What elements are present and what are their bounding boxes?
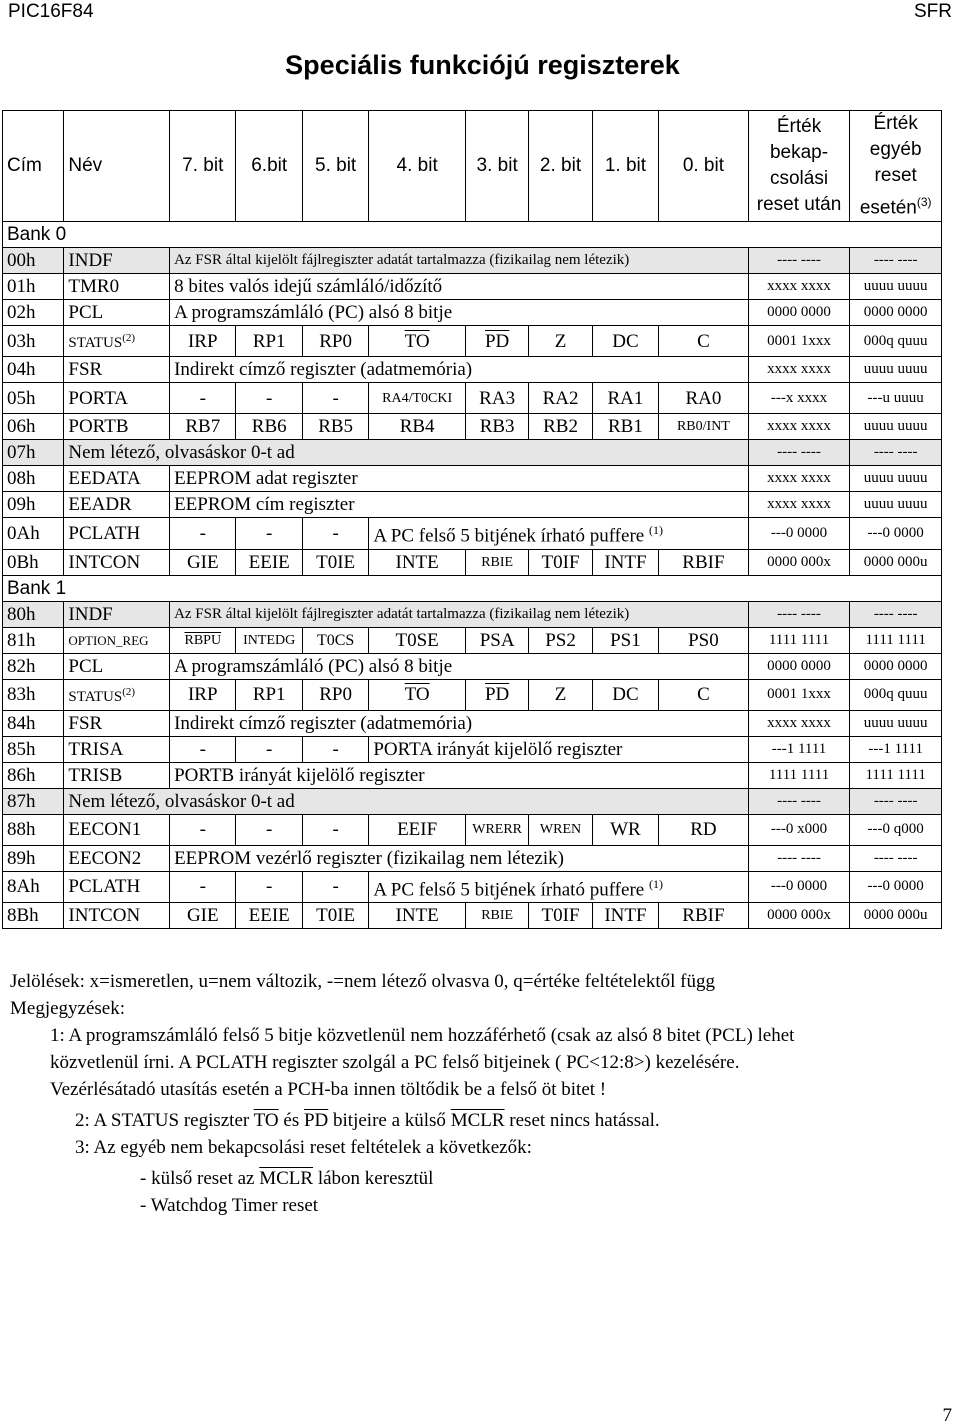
table-row: 0Ah PCLATH - - - A PC felső 5 bitjének írható puffere $^{(1)}$ ---0 0000 ---0 0000 [3, 518, 942, 549]
sfr-table [2, 110, 942, 929]
table-row: 06h PORTB RB7 RB6 RB5 RB4 RB3 RB2 RB1 RB0/INT xxxx xxxx uuuu uuuu [3, 414, 942, 440]
table-row: 82h PCL A programszámláló (PC) alsó 8 bitje 0000 0000 0000 0000 [3, 653, 942, 679]
table-row: 00h INDF Az FSR által kijelölt fájlregiszter adatát tartalmazza (fizikailag nem létezik) ---- ---- ---- ---- [3, 248, 942, 274]
table-row: 02h PCL A programszámláló (PC) alsó 8 bitje 0000 0000 0000 0000 [3, 300, 942, 326]
notes-heading: Megjegyzések: [10, 998, 126, 1019]
table-row: 80h INDF Az FSR által kijelölt fájlregiszter adatát tartalmazza (fizikailag nem létezik) ---- ---- ---- ---- [3, 601, 942, 627]
table-row: 09h EEADR EEPROM cím regiszter xxxx xxxx uuuu uuuu [3, 492, 942, 518]
note-3: 3: Az egyéb nem bekapcsolási reset feltételek a következők: [75, 1137, 532, 1158]
col-header: 0. bit [659, 111, 749, 222]
page-title: Speciális funkciójú regiszterek [285, 50, 680, 80]
header-section: SFR [914, 1, 952, 22]
note-3-item: - Watchdog Timer reset [140, 1195, 319, 1216]
header-device: PIC16F84 [8, 1, 94, 22]
legend-text: Jelölések: x=ismeretlen, u=nem változik, -=nem létező olvasva 0, q=értéke feltételektől függ [10, 971, 715, 992]
notes-section [10, 968, 955, 1219]
table-row: 87h Nem létező, olvasáskor 0-t ad ---- ---- ---- ---- [3, 788, 942, 814]
note-2: 2: A STATUS regiszter $\overline{TO}$ és $\overline{PD}$ bitjeire a külső MCLR reset nincs hatással. [75, 1110, 660, 1131]
table-row: 8Ah PCLATH - - - A PC felső 5 bitjének írható puffere $^{(1)}$ ---0 0000 ---0 0000 [3, 871, 942, 902]
table-row: 89h EECON2 EEPROM vezérlő regiszter (fizikailag nem létezik) ---- ---- ---- ---- [3, 845, 942, 871]
col-header: Név [64, 111, 170, 222]
col-header: 4. bit [369, 111, 466, 222]
bank-row [3, 575, 942, 601]
col-header: 6.bit [236, 111, 302, 222]
page-header [0, 0, 960, 24]
table-row: 84h FSR Indirekt címző regiszter (adatmemória) xxxx xxxx uuuu uuuu [3, 710, 942, 736]
note-3-item: - külső reset az MCLR lábon keresztül [140, 1168, 434, 1189]
table-row: 03h STATUS$^{(2)}$ IRP RP1 RP0 $\overline{TO}$ $\overline{PD}$ Z DC C 0001 1xxx 000q quuu [3, 326, 942, 357]
table-row: 86h TRISB PORTB irányát kijelölő regiszter 1111 1111 1111 1111 [3, 762, 942, 788]
note-1: 1: A programszámláló felső 5 bitje közvetlenül nem hozzáférhető (csak az alsó 8 bitet (PCL) lehet közvetlenül írni. A PCLATH regiszter szolgál a PC felső bitjeinek ( PC<12:8>) kezelésére. Vezérlésátadó utasítás esetén a PCH-ba innen töltődik be a felső öt bitet ! [50, 1025, 795, 1100]
table-row: 01h TMR0 8 bites valós idejű számláló/időzítő xxxx xxxx uuuu uuuu [3, 274, 942, 300]
col-header: 1. bit [592, 111, 658, 222]
col-header: 5. bit [302, 111, 368, 222]
table-row: 05h PORTA - - - RA4/T0CKI RA3 RA2 RA1 RA0 ---x xxxx ---u uuuu [3, 383, 942, 414]
table-row: 08h EEDATA EEPROM adat regiszter xxxx xxxx uuuu uuuu [3, 466, 942, 492]
bank-label: Bank 1 [3, 575, 942, 601]
table-header-row [3, 111, 942, 222]
col-header: 7. bit [170, 111, 236, 222]
col-header: Cím [3, 111, 64, 222]
table-row: 81h OPTION_REG RBPU INTEDG T0CS T0SE PSA PS2 PS1 PS0 1111 1111 1111 1111 [3, 627, 942, 653]
col-header-por: Érték bekap- csolási reset után [748, 111, 850, 222]
table-row: 85h TRISA - - - PORTA irányát kijelölő regiszter ---1 1111 ---1 1111 [3, 736, 942, 762]
col-header: 2. bit [529, 111, 592, 222]
table-row: 8Bh INTCON GIE EEIE T0IE INTE RBIE T0IF INTF RBIF 0000 000x 0000 000u [3, 902, 942, 928]
bank-row [3, 222, 942, 248]
bank-label: Bank 0 [3, 222, 942, 248]
col-header: 3. bit [465, 111, 528, 222]
table-row: 88h EECON1 - - - EEIF WRERR WREN WR RD ---0 x000 ---0 q000 [3, 814, 942, 845]
table-row: 83h STATUS$^{(2)}$ IRP RP1 RP0 $\overline{TO}$ $\overline{PD}$ Z DC C 0001 1xxx 000q quuu [3, 679, 942, 710]
table-row: 0Bh INTCON GIE EEIE T0IE INTE RBIE T0IF INTF RBIF 0000 000x 0000 000u [3, 549, 942, 575]
col-header-other: Érték egyéb reset esetén$^{(3)}$ [850, 111, 942, 222]
table-row: 04h FSR Indirekt címző regiszter (adatmemória) xxxx xxxx uuuu uuuu [3, 357, 942, 383]
page-number: 7 [942, 1405, 952, 1426]
table-row: 07h Nem létező, olvasáskor 0-t ad ---- ---- ---- ---- [3, 440, 942, 466]
